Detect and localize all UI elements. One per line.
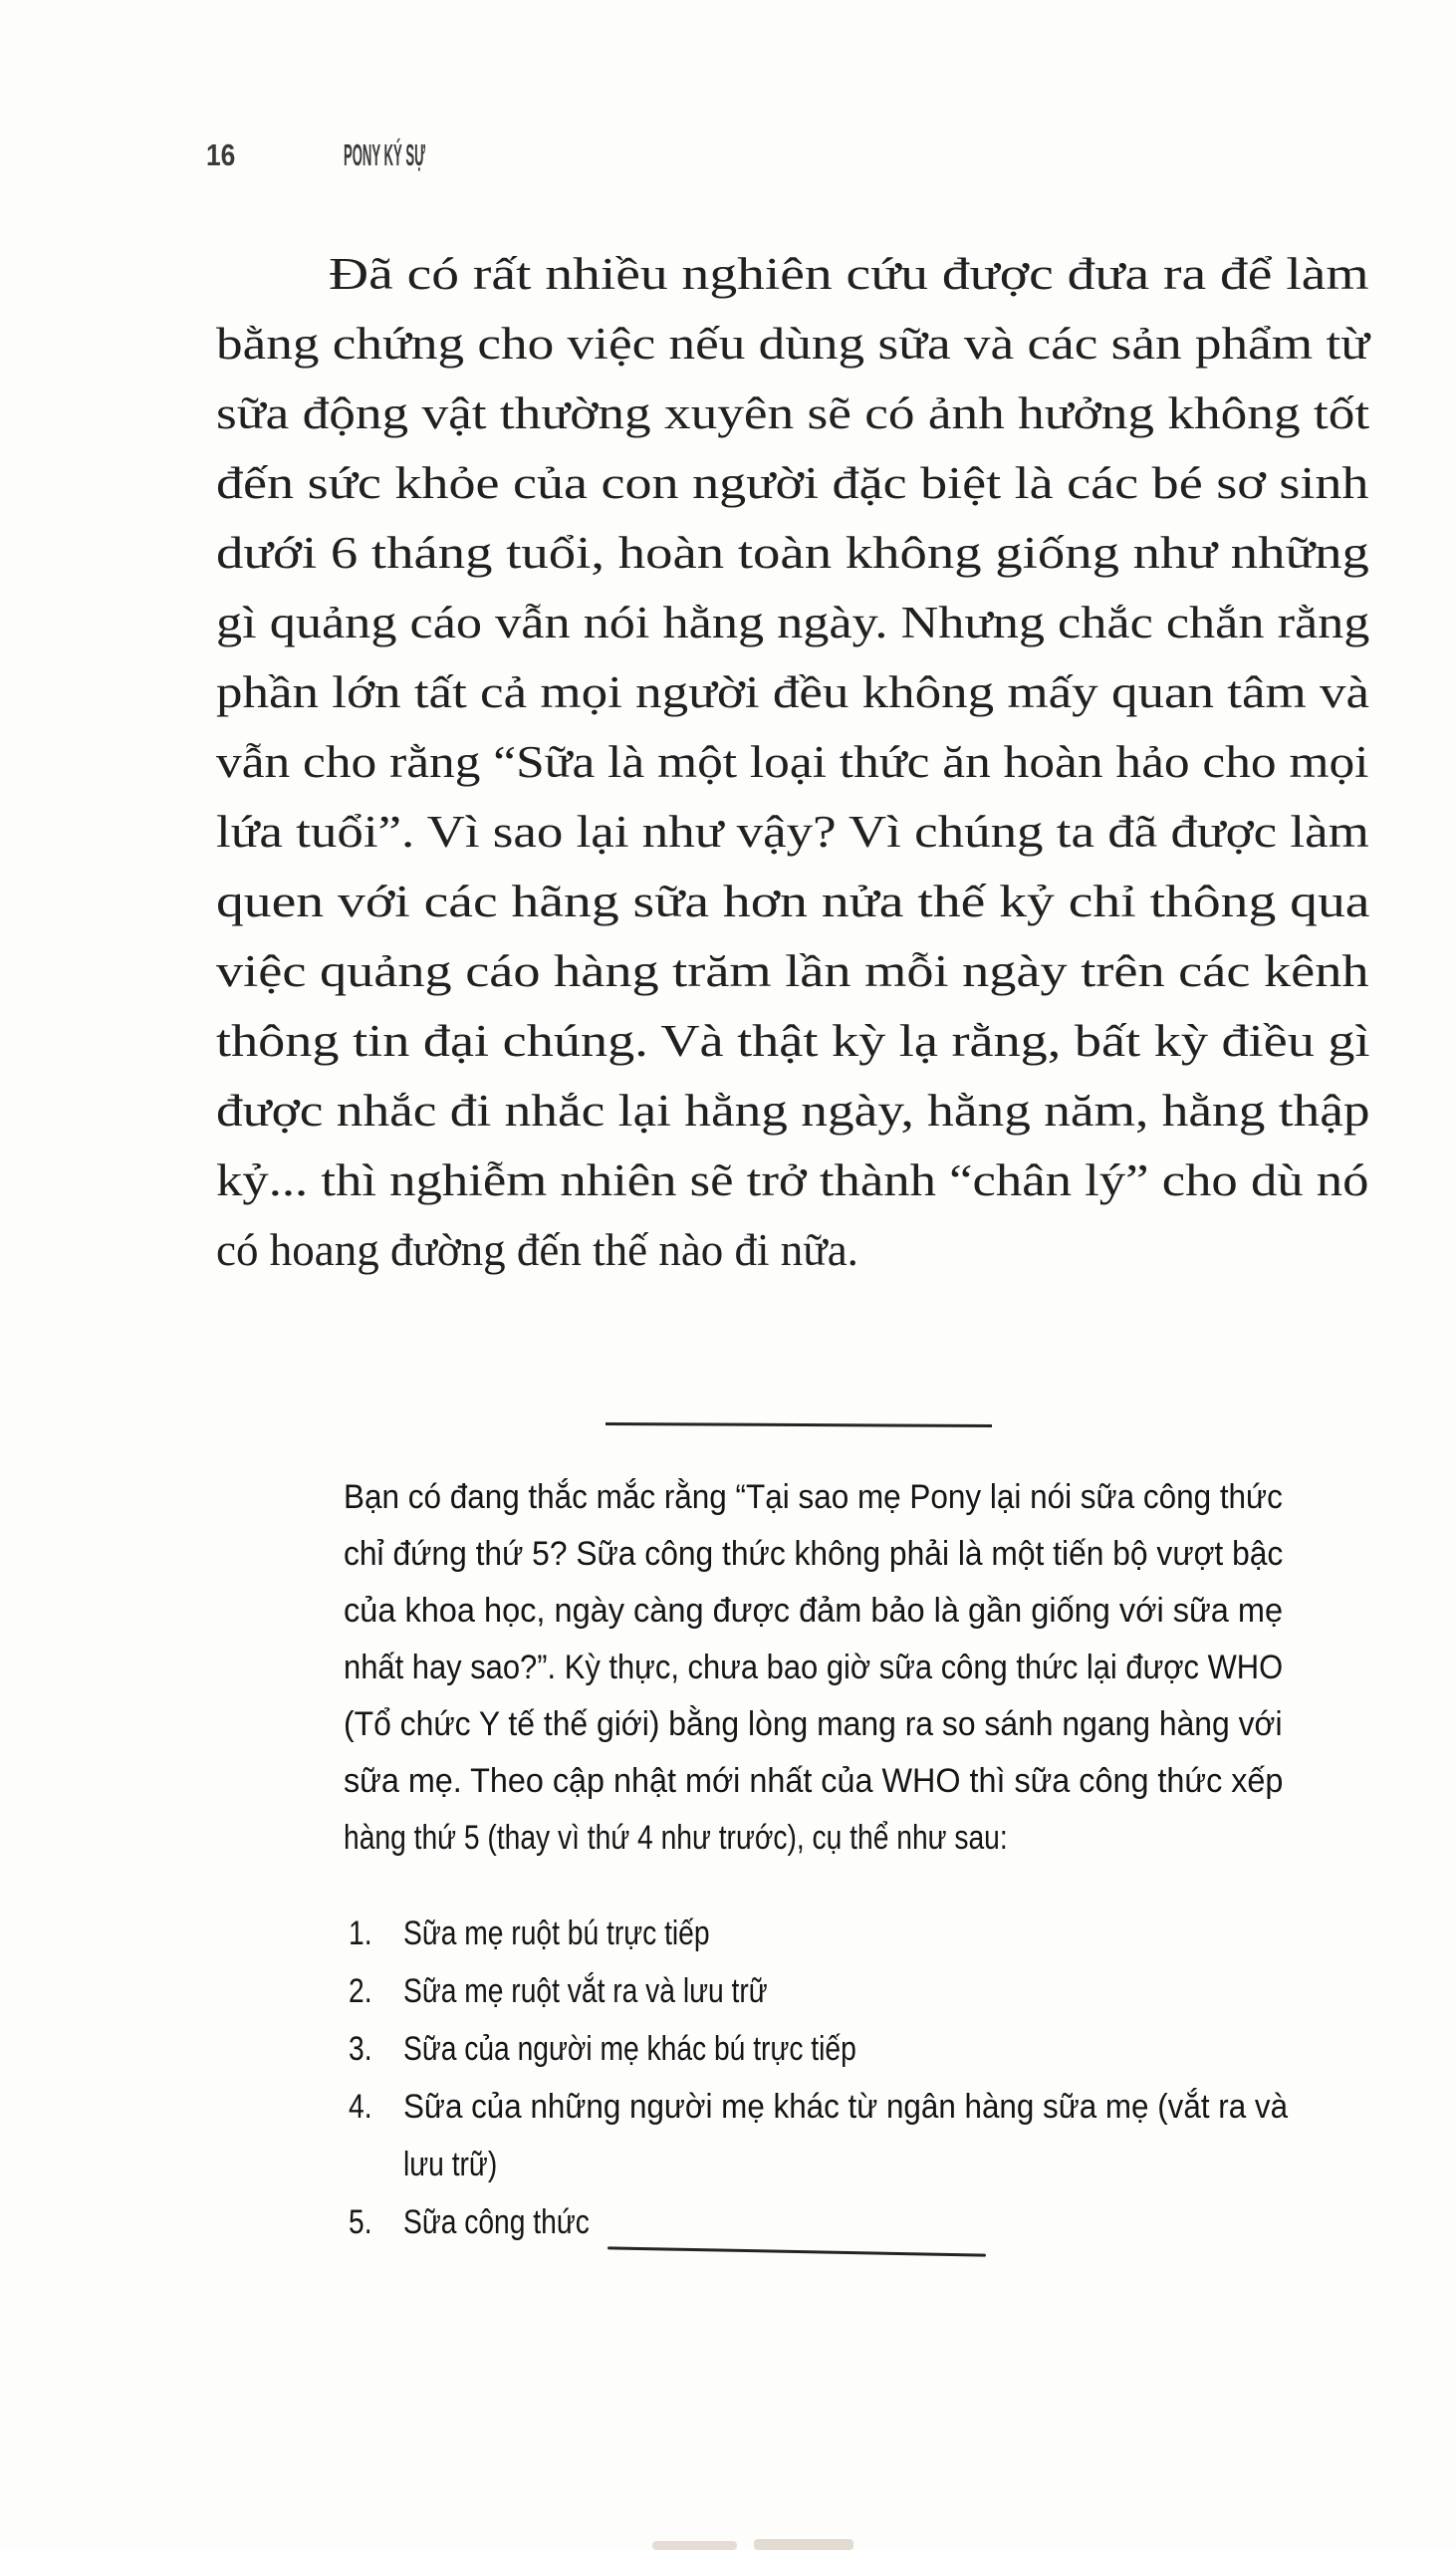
list-item-text: lưu trữ) <box>403 2146 498 2183</box>
body-line: thông tin đại chúng. Và thật kỳ lạ rằng, bất kỳ điều gì <box>216 1016 1370 1066</box>
body-line: vẫn cho rằng “Sữa là một loại thức ăn hoàn hảo cho mọi <box>216 737 1369 787</box>
list-item-number: 5. <box>349 2203 372 2241</box>
list-item-text: Sữa mẹ ruột vắt ra và lưu trữ <box>403 1972 768 2010</box>
body-line: quen với các hãng sữa hơn nửa thế kỷ chỉ thông qua <box>216 877 1370 926</box>
list-item-number: 2. <box>349 1972 372 2010</box>
body-paragraph <box>216 239 1369 1285</box>
list-item <box>349 1905 1288 1962</box>
list-item-continuation <box>349 2136 1288 2193</box>
list-item-text: Sữa mẹ ruột bú trực tiếp <box>403 1914 710 1952</box>
body-line: lứa tuổi”. Vì sao lại như vậy? Vì chúng ta đã được làm <box>216 807 1369 857</box>
body-line: có hoang đường đến thế nào đi nữa. <box>216 1225 858 1275</box>
note-line: nhất hay sao?”. Kỳ thực, chưa bao giờ sữa công thức lại được WHO <box>344 1649 1284 1686</box>
running-title: PONY KÝ SỰ <box>344 137 426 172</box>
note-block <box>344 1469 1283 1867</box>
note-line: (Tổ chức Y tế thế giới) bằng lòng mang ra so sánh ngang hàng với <box>344 1705 1283 1743</box>
body-line: phần lớn tất cả mọi người đều không mấy quan tâm và <box>216 667 1370 717</box>
body-line: Đã có rất nhiều nghiên cứu được đưa ra để làm <box>329 249 1369 299</box>
note-line: sữa mẹ. Theo cập nhật mới nhất của WHO thì sữa công thức xếp <box>344 1762 1284 1800</box>
list-item <box>349 2020 1288 2078</box>
list-item-number: 3. <box>349 2030 372 2068</box>
scan-artifact <box>754 2539 853 2550</box>
body-line: việc quảng cáo hàng trăm lần mỗi ngày trên các kênh <box>216 946 1369 996</box>
list-item <box>349 2193 1288 2251</box>
body-line: gì quảng cáo vẫn nói hằng ngày. Nhưng chắc chắn rằng <box>216 598 1370 647</box>
page-header <box>206 135 451 175</box>
note-line: của khoa học, ngày càng được đảm bảo là gần giống với sữa mẹ <box>344 1592 1284 1630</box>
note-line: chỉ đứng thứ 5? Sữa công thức không phải là một tiến bộ vượt bậc <box>344 1535 1284 1573</box>
body-line: kỷ... thì nghiễm nhiên sẽ trở thành “chân lý” cho dù nó <box>216 1155 1369 1205</box>
note-line: hàng thứ 5 (thay vì thứ 4 như trước), cụ thể như sau: <box>344 1819 1008 1857</box>
list-item-number: 1. <box>349 1914 372 1952</box>
note-line: Bạn có đang thắc mắc rằng “Tại sao mẹ Pony lại nói sữa công thức <box>344 1478 1283 1516</box>
page-number: 16 <box>206 137 236 172</box>
list-item <box>349 2078 1288 2136</box>
running-title-box <box>288 135 451 175</box>
numbered-list <box>349 1905 1288 2251</box>
list-item-text: Sữa công thức <box>403 2203 590 2241</box>
body-line: được nhắc đi nhắc lại hằng ngày, hằng năm, hằng thập <box>216 1086 1370 1136</box>
body-line: dưới 6 tháng tuổi, hoàn toàn không giống như những <box>216 528 1369 578</box>
body-line: sữa động vật thường xuyên sẽ có ảnh hưởng không tốt <box>216 388 1370 438</box>
list-item-text: Sữa của người mẹ khác bú trực tiếp <box>403 2030 856 2068</box>
scan-artifact <box>652 2541 737 2550</box>
list-item-text: Sữa của những người mẹ khác từ ngân hàng sữa mẹ (vắt ra và <box>403 2088 1289 2126</box>
list-item-number: 4. <box>349 2088 372 2126</box>
section-divider-top <box>606 1422 992 1427</box>
body-line: bằng chứng cho việc nếu dùng sữa và các sản phẩm từ <box>216 319 1370 369</box>
body-line: đến sức khỏe của con người đặc biệt là các bé sơ sinh <box>216 458 1369 508</box>
list-item <box>349 1962 1288 2020</box>
